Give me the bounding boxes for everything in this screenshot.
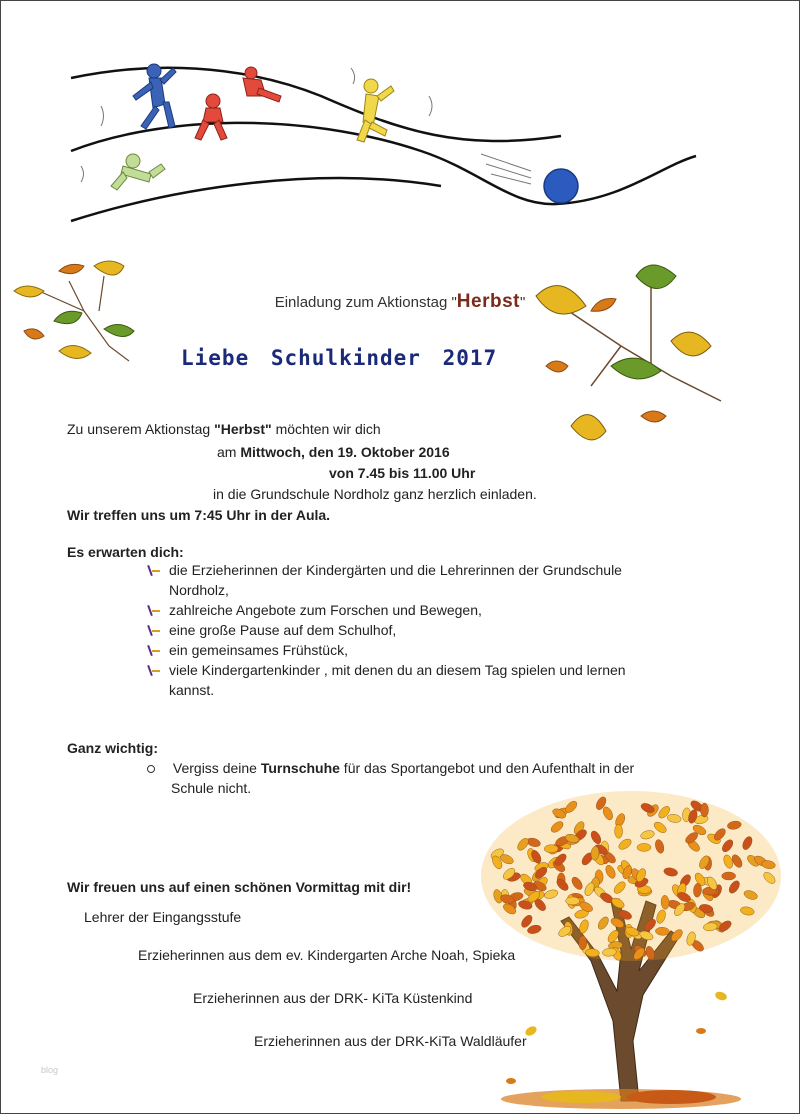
leaf (54, 311, 82, 323)
intro-line-3: von 7.45 bis 11.00 Uhr (329, 465, 476, 481)
important-pre: Vergiss deine (172, 760, 261, 776)
arrow-bullet-icon (147, 644, 163, 656)
leaf (636, 265, 676, 289)
figure-red-left (195, 94, 227, 140)
list-item-text: eine große Pause auf dem Schulhof, (169, 622, 397, 638)
arrow-bullet-icon (147, 604, 163, 616)
invite-suffix: " (519, 294, 526, 311)
important-heading: Ganz wichtig: (67, 740, 158, 756)
figure-red-right (243, 67, 281, 102)
important-line-2: Schule nicht. (171, 780, 252, 796)
leaf (671, 332, 711, 356)
leaf (94, 261, 124, 275)
header-illustration (61, 56, 711, 236)
autumn-leaves-right (531, 256, 731, 476)
canopy-leaf (637, 843, 651, 851)
canopy-leaf (566, 897, 580, 905)
leaf (571, 415, 606, 440)
leaf (24, 329, 44, 339)
intro-line-2 (217, 442, 450, 462)
leaf (104, 324, 134, 336)
leaf (641, 411, 666, 422)
autumn-tree-illustration (471, 781, 791, 1111)
blue-ball (544, 169, 578, 203)
watermark: blog (41, 1065, 59, 1075)
signature-4: Erzieherinnen aus der DRK-KiTa Waldläufer (254, 1033, 527, 1049)
signature-1: Lehrer der Eingangsstufe (84, 909, 242, 925)
arrow-bullet-icon (147, 564, 163, 576)
circle-bullet-icon (147, 765, 155, 773)
important-line-1 (147, 758, 634, 778)
intro-line-4: in die Grundschule Nordholz ganz herzlich einladen. (213, 486, 537, 502)
leaf (611, 358, 661, 379)
figure-yellow (357, 79, 394, 142)
leaf (59, 345, 91, 358)
figure-green (111, 154, 165, 190)
list-item-text: die Erzieherinnen der Kindergärten und die Lehrerinnen der Grundschule (169, 562, 622, 578)
list-item-text: kannst. (169, 682, 215, 698)
canopy-leaf (614, 824, 622, 838)
intro-line-1-bold: "Herbst" (214, 421, 272, 437)
invite-herbst: Herbst (456, 291, 520, 312)
intro-line-2-pre: am (217, 444, 241, 460)
signature-3: Erzieherinnen aus der DRK- KiTa Küstenkind (193, 990, 473, 1006)
list-item-text: viele Kindergartenkinder , mit denen du an diesem Tag spielen und lernen (169, 662, 626, 678)
list-item-text: Nordholz, (169, 582, 229, 598)
arrow-bullet-icon (147, 624, 163, 636)
intro-line-1-pre: Zu unserem Aktionstag (67, 421, 215, 437)
leaf (546, 361, 568, 372)
invitation-heading (1, 291, 799, 313)
ground-leaves (501, 1089, 741, 1109)
canopy-leaf (701, 803, 709, 817)
ball-motion-lines (481, 154, 531, 184)
important-post: für das Sportangebot und den Aufenthalt in der (339, 760, 635, 776)
arrow-bullet-icon (147, 664, 163, 676)
closing-line: Wir freuen uns auf einen schönen Vormittag mit dir! (67, 879, 412, 895)
figure-blue (133, 64, 176, 129)
autumn-leaves-left (9, 251, 149, 381)
list-item-text: ein gemeinsames Frühstück, (169, 642, 348, 658)
expect-heading: Es erwarten dich: (67, 544, 184, 560)
list-item-text: zahlreiche Angebote zum Forschen und Bewegen, (169, 602, 482, 618)
intro-line-2-bold: Mittwoch, den 19. Oktober 2016 (240, 444, 450, 460)
intro-line-1-post: möchten wir dich (271, 421, 381, 437)
leaf (59, 264, 84, 273)
intro-line-5: Wir treffen uns um 7:45 Uhr in der Aula. (67, 507, 331, 523)
greeting-title: Liebe Schulkinder 2017 (181, 346, 498, 370)
invite-prefix: Einladung zum Aktionstag " (274, 294, 457, 311)
canopy-leaf (722, 872, 736, 880)
intro-line-1 (67, 419, 381, 439)
wave-line-3 (71, 178, 441, 221)
important-bold: Turnschuhe (260, 760, 340, 776)
signature-2: Erzieherinnen aus dem ev. Kindergarten Arche Noah, Spieka (138, 947, 516, 963)
